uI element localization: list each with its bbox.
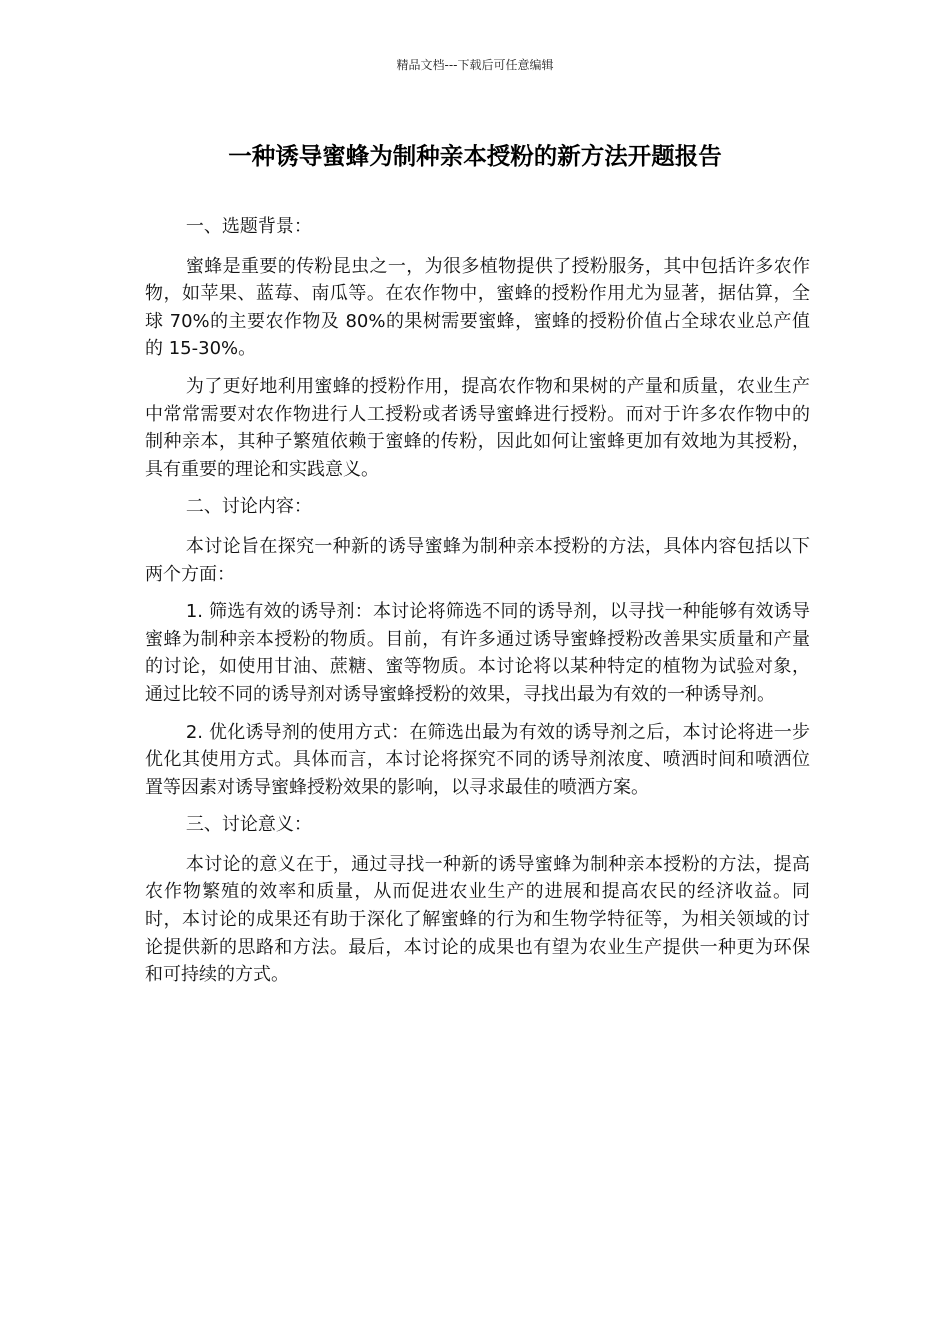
section-heading-significance: 三、讨论意义：	[185, 814, 312, 836]
paragraph-content-3: 2. 优化诱导剂的使用方式：在筛选出最为有效的诱导剂之后，本讨论将进一步优化其使用方式。具体而言，本讨论将探究不同的诱导剂浓度、喷洒时间和喷洒位置等因素对诱导蜜蜂授粉效果的影响，以寻求最佳的喷洒方案。	[145, 721, 810, 798]
paragraph-content-1: 本讨论旨在探究一种新的诱导蜜蜂为制种亲本授粉的方法，具体内容包括以下两个方面：	[145, 535, 810, 585]
paragraph-significance-1: 本讨论的意义在于，通过寻找一种新的诱导蜜蜂为制种亲本授粉的方法，提高农作物繁殖的效率和质量，从而促进农业生产的进展和提高农民的经济收益。同时，本讨论的成果还有助于深化了解蜜蜂的行为和生物学特征等，为相关领域的讨论提供新的思路和方法。最后，本讨论的成果也有望为农业生产提供一种更为环保和可持续的方式。	[145, 853, 810, 986]
section-heading-background: 一、选题背景：	[185, 216, 312, 237]
page-header: 精品文档---下载后可任意编辑	[396, 58, 554, 72]
document-body	[145, 213, 810, 999]
section-heading-content: 二、讨论内容：	[185, 496, 312, 518]
document-title: 一种诱导蜜蜂为制种亲本授粉的新方法开题报告	[228, 142, 722, 170]
paragraph-background-2: 为了更好地利用蜜蜂的授粉作用，提高农作物和果树的产量和质量，农业生产中常常需要对农作物进行人工授粉或者诱导蜜蜂进行授粉。而对于许多农作物中的制种亲本，其种子繁殖依赖于蜜蜂的传粉，因此如何让蜜蜂更加有效地为其授粉，具有重要的理论和实践意义。	[145, 375, 810, 480]
paragraph-background-1: 蜜蜂是重要的传粉昆虫之一，为很多植物提供了授粉服务，其中包括许多农作物，如苹果、蓝莓、南瓜等。在农作物中，蜜蜂的授粉作用尤为显著，据估算，全球 70%的主要农作物及 80%的果树需要蜜蜂，蜜蜂的授粉价值占全球农业总产值的 15-30%。	[145, 255, 810, 360]
paragraph-content-2: 1. 筛选有效的诱导剂：本讨论将筛选不同的诱导剂，以寻找一种能够有效诱导蜜蜂为制种亲本授粉的物质。目前，有许多通过诱导蜜蜂授粉改善果实质量和产量的讨论，如使用甘油、蔗糖、蜜等物质。本讨论将以某种特定的植物为试验对象，通过比较不同的诱导剂对诱导蜜蜂授粉的效果，寻找出最为有效的一种诱导剂。	[145, 601, 810, 705]
